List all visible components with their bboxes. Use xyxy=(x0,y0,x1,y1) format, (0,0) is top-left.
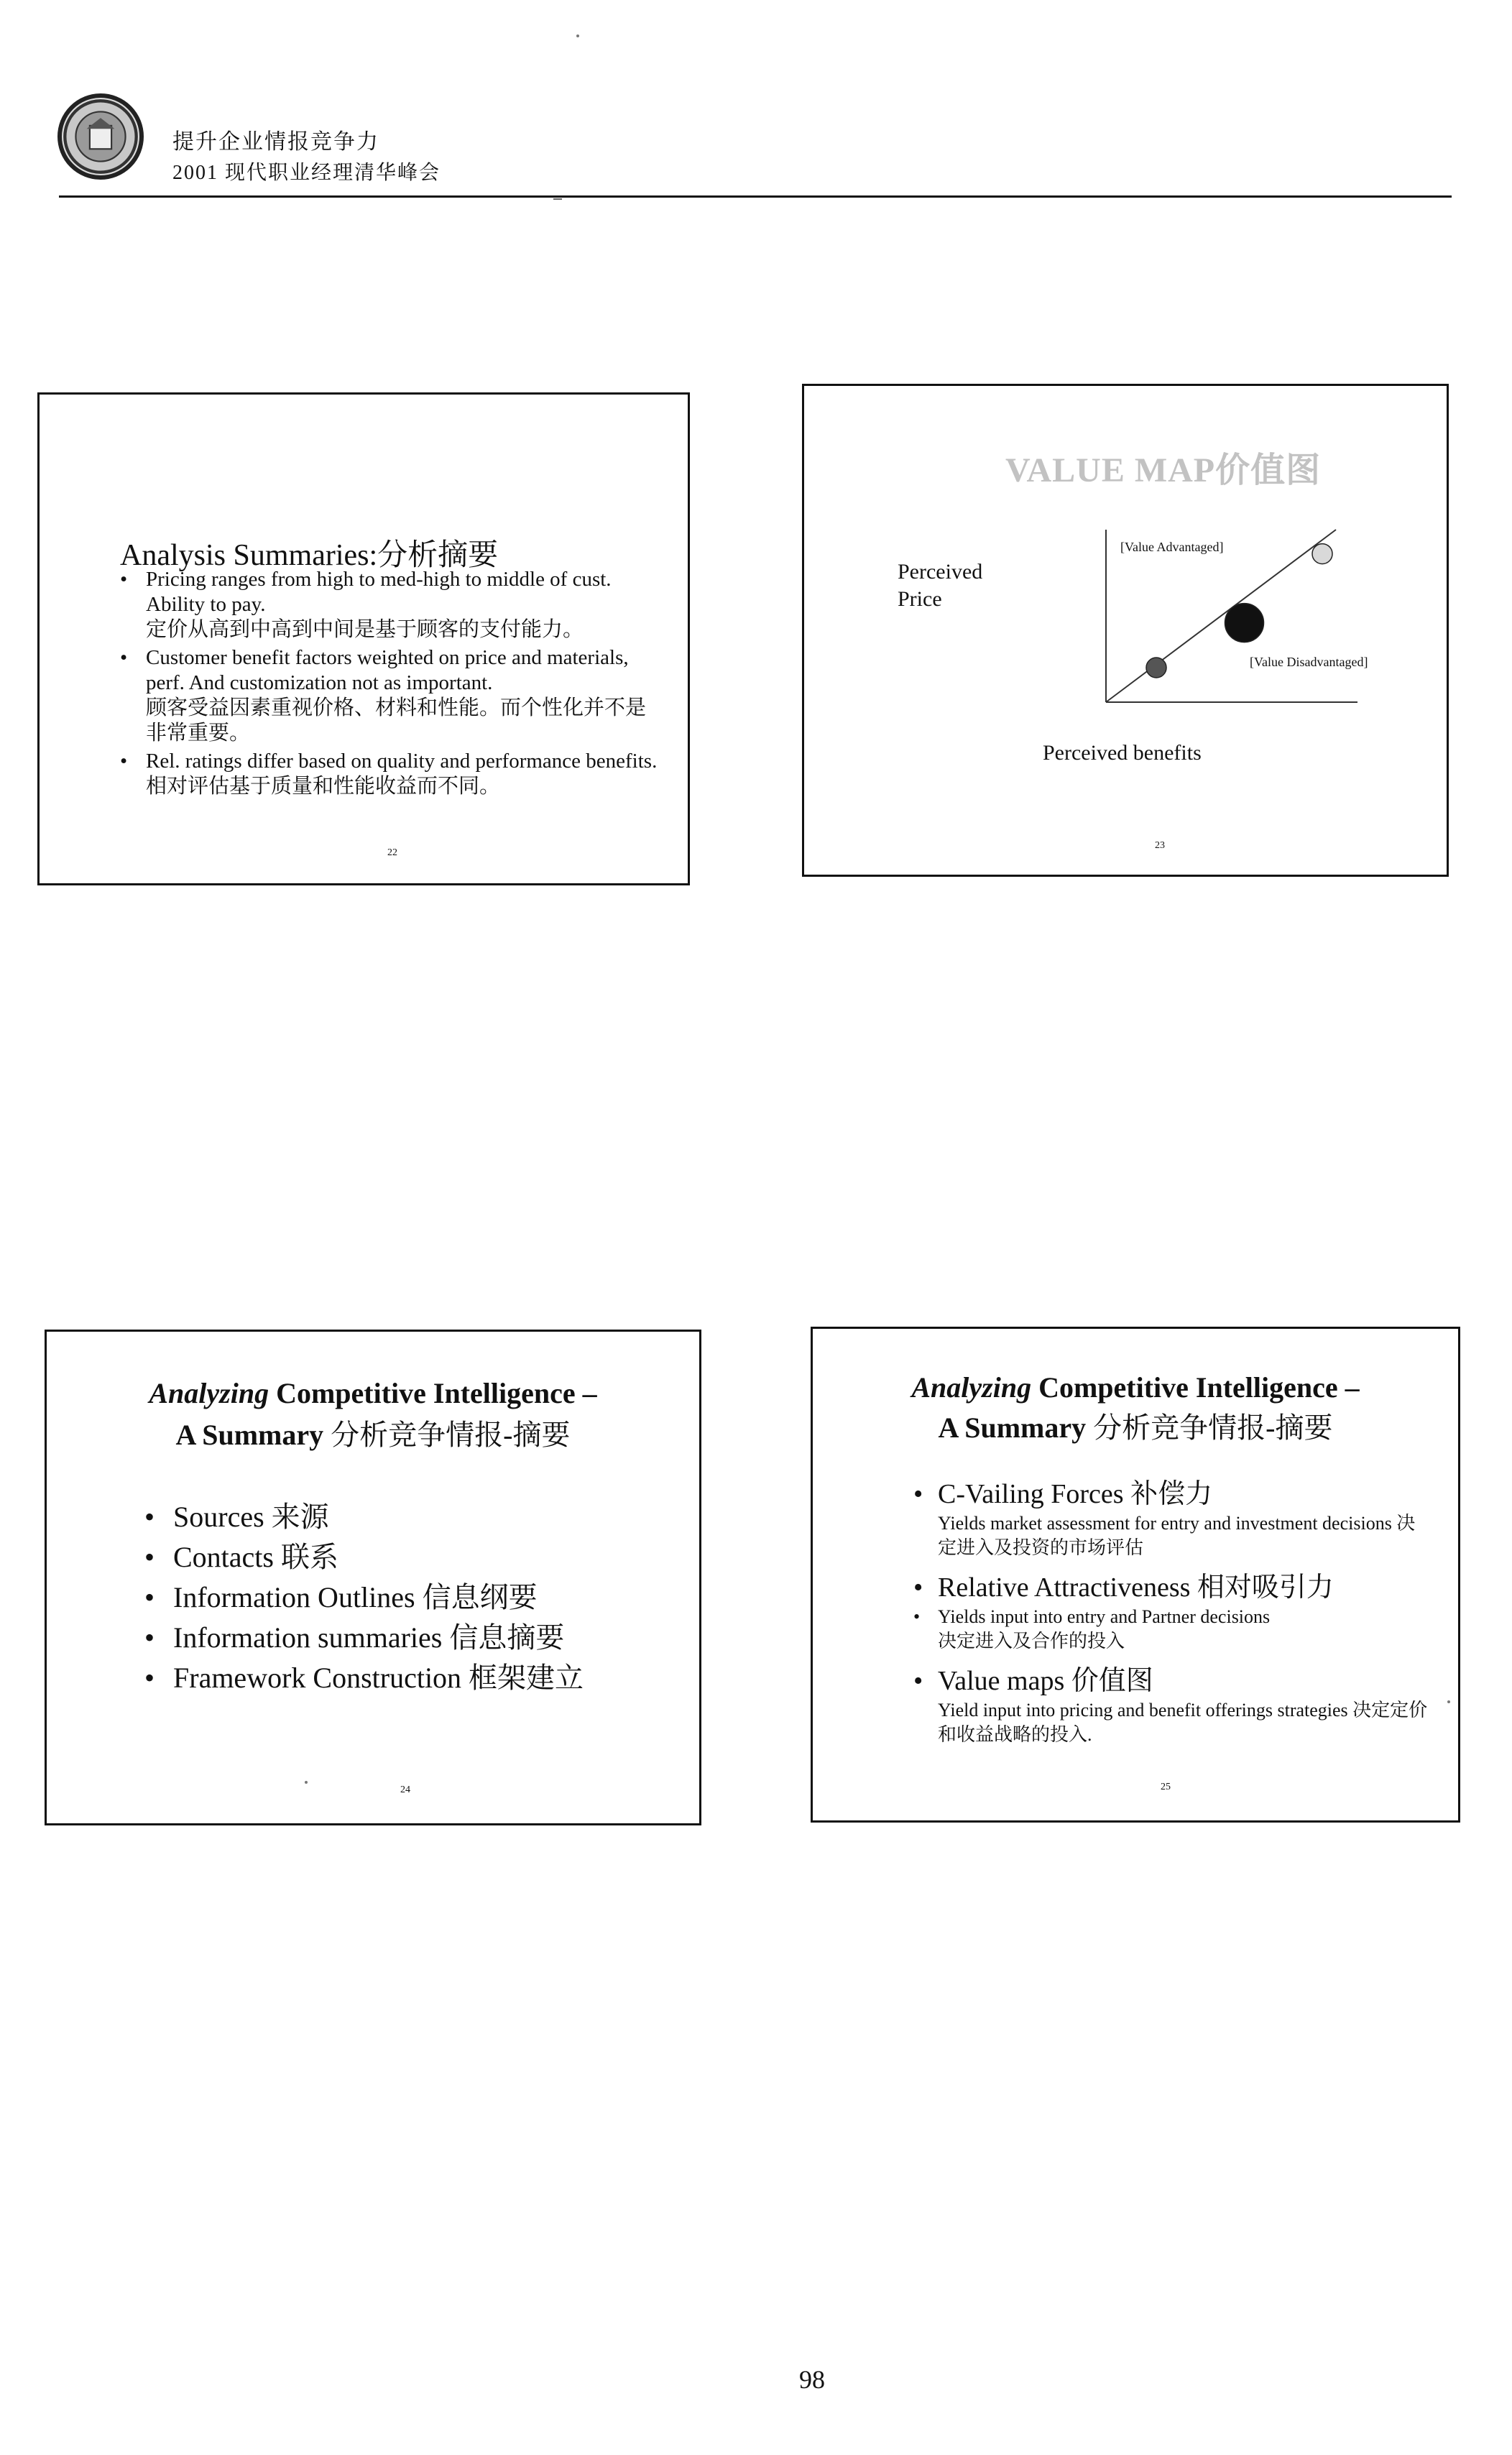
list-item: • Framework Construction 框架建立 xyxy=(144,1658,584,1698)
bullet-text-en: • Pricing ranges from high to med-high to middle of cust. Ability to pay. xyxy=(146,568,612,616)
subtitle-zh: 分析竞争情报-摘要 xyxy=(1086,1411,1333,1444)
slide-24-subtitle xyxy=(47,1412,699,1453)
value-map-title: VALUE MAP价值图 xyxy=(1005,451,1322,489)
list-item-desc: Yields market assessment for entry and investment decisions 决定进入及投资的市场评估 xyxy=(938,1513,1416,1558)
bullet-text-en: Rel. ratings differ based on quality and performance benefits. xyxy=(146,750,658,773)
subtitle-en: A Summary xyxy=(175,1419,324,1451)
list-item-desc-zh: 决定进入及合作的投入 xyxy=(938,1631,1125,1652)
data-point xyxy=(1312,544,1332,564)
slide-25-subtitle xyxy=(813,1405,1458,1446)
list-item: • Contacts 联系 xyxy=(144,1537,584,1577)
title-rest: Competitive Intelligence – xyxy=(1031,1371,1360,1404)
title-italic: Analyzing xyxy=(911,1371,1032,1404)
value-map-chart xyxy=(1020,530,1368,702)
y-axis-label-line-1: Perceived xyxy=(898,560,983,584)
list-item-c-vailing: • C-Vailing Forces 补偿力 xyxy=(913,1477,1431,1511)
data-point xyxy=(1225,604,1264,642)
slide-23 xyxy=(802,384,1449,877)
university-seal-logo xyxy=(57,93,144,180)
page-number: 98 xyxy=(799,2365,825,2394)
value-advantaged-label: [Value Advantaged] xyxy=(1120,540,1224,554)
bullet-text-zh: 相对评估基于质量和性能收益而不同。 xyxy=(146,775,501,798)
slide-25-title xyxy=(813,1371,1458,1404)
slide-number: 25 xyxy=(1161,1782,1171,1792)
fair-value-line xyxy=(1106,530,1336,702)
y-axis-label xyxy=(898,558,982,613)
slide-number: 22 xyxy=(387,847,397,858)
list-item: • Sources 来源 xyxy=(144,1497,584,1537)
subtitle-zh: 分析竞争情报-摘要 xyxy=(323,1419,571,1451)
list-item-desc-en: • Yields input into entry and Partner decisions xyxy=(913,1605,1431,1629)
list-item-value-maps: • Value maps 价值图 xyxy=(913,1664,1431,1698)
scan-speck xyxy=(1447,1700,1450,1703)
value-disadvantaged-label: [Value Disadvantaged] xyxy=(1250,655,1368,669)
scan-speck xyxy=(305,1781,308,1784)
bullet-text-zh: 定价从高到中高到中间是基于顾客的支付能力。 xyxy=(146,618,584,641)
slide-22 xyxy=(37,392,690,885)
y-axis-label-line-2: Price xyxy=(898,587,942,611)
slide-number: 23 xyxy=(1155,840,1165,851)
slide-22-title: Analysis Summaries:分析摘要 xyxy=(120,539,499,572)
list-item: • Information summaries 信息摘要 xyxy=(144,1618,584,1658)
slide-24-list xyxy=(144,1497,584,1698)
slide-25-list xyxy=(913,1477,1431,1757)
subtitle-en: A Summary xyxy=(938,1411,1087,1444)
bullet-text-en: • Customer benefit factors weighted on price and materials, perf. And customization not as important. xyxy=(146,646,629,694)
title-italic: Analyzing xyxy=(149,1377,269,1409)
header-line-1: 提升企业情报竞争力 xyxy=(172,130,379,154)
bullet-item xyxy=(120,749,666,799)
slide-25 xyxy=(811,1327,1460,1823)
data-point xyxy=(1146,658,1166,678)
slide-number: 24 xyxy=(400,1784,410,1795)
slide-22-bullet-list xyxy=(120,567,666,802)
header-divider xyxy=(59,195,1452,198)
bullet-text-zh: 顾客受益因素重视价格、材料和性能。而个性化并不是非常重要。 xyxy=(146,696,647,745)
slide-24-title xyxy=(47,1376,699,1410)
title-rest: Competitive Intelligence – xyxy=(269,1377,597,1409)
list-item-relative-attractiveness: • Relative Attractiveness 相对吸引力 xyxy=(913,1570,1431,1605)
x-axis-label: Perceived benefits xyxy=(1043,741,1202,765)
list-item-desc: Yield input into pricing and benefit offerings strategies 决定定价和收益战略的投入. xyxy=(938,1700,1428,1745)
slide-24 xyxy=(45,1330,701,1825)
scan-speck xyxy=(576,34,579,37)
bullet-item xyxy=(120,567,666,642)
seal-icon xyxy=(62,98,139,175)
bullet-item xyxy=(120,645,666,746)
header-mark xyxy=(553,198,562,200)
header-line-2: 2001 现代职业经理清华峰会 xyxy=(172,162,441,184)
list-item: • Information Outlines 信息纲要 xyxy=(144,1577,584,1618)
